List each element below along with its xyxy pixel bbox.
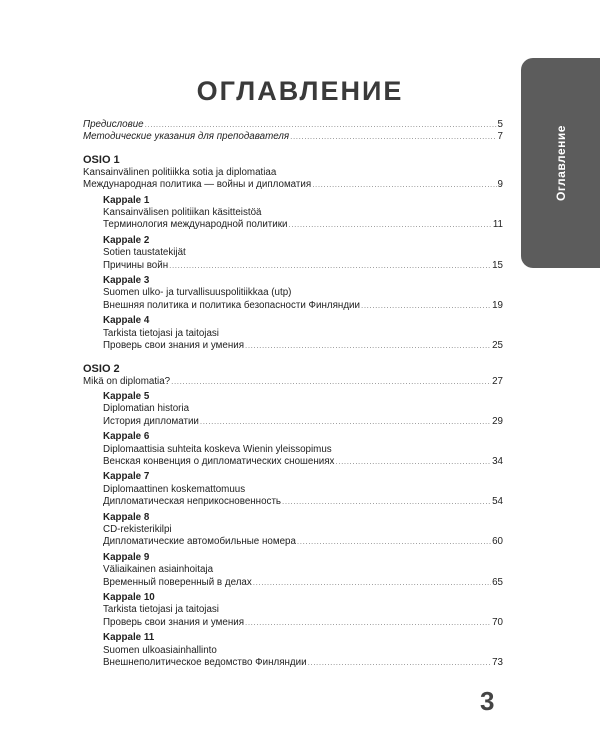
chapter-entry bbox=[83, 431, 503, 468]
dot-leader bbox=[361, 300, 491, 312]
chapter-title-fi: Diplomatian historia bbox=[103, 403, 190, 415]
chapter-entry bbox=[83, 552, 503, 589]
chapter-line[interactable] bbox=[103, 416, 503, 428]
chapter-line-text: Внешняя политика и политика безопасности Финляндии bbox=[103, 299, 360, 311]
section-entry-text: Mikä on diplomatia? bbox=[83, 375, 171, 387]
toc-sections bbox=[83, 154, 503, 670]
side-tab-label: Оглавление bbox=[553, 125, 568, 201]
dot-leader bbox=[245, 340, 491, 352]
chapter-entry bbox=[83, 275, 503, 312]
dot-leader bbox=[289, 219, 492, 231]
chapter-line-page: 25 bbox=[492, 340, 503, 352]
dot-leader bbox=[245, 617, 491, 629]
chapter-line-page: 29 bbox=[492, 415, 503, 427]
dot-leader bbox=[145, 119, 497, 131]
chapter-line-text: Причины войн bbox=[103, 259, 169, 271]
chapter-heading: Kappale 3 bbox=[103, 275, 150, 287]
chapter-heading: Kappale 11 bbox=[103, 632, 155, 644]
section-entry-page: 27 bbox=[492, 375, 503, 387]
chapter-line-page: 19 bbox=[492, 299, 503, 311]
chapter-entry bbox=[83, 512, 503, 549]
toc-section bbox=[83, 363, 503, 670]
chapter-line-text: Внешнеполитическое ведомство Финляндии bbox=[103, 657, 307, 669]
chapter-line[interactable] bbox=[103, 617, 503, 629]
toc-entry[interactable] bbox=[83, 119, 503, 131]
chapter-entry bbox=[83, 471, 503, 508]
section-heading: OSIO 2 bbox=[83, 362, 120, 375]
chapter-line-page: 65 bbox=[492, 576, 503, 588]
chapter-heading: Kappale 5 bbox=[103, 390, 150, 402]
chapter-entry bbox=[83, 632, 503, 669]
preliminary-entries bbox=[83, 119, 503, 144]
dot-leader bbox=[312, 179, 496, 191]
toc-entry-text: Методические указания для преподавателя bbox=[83, 131, 290, 143]
chapter-line[interactable] bbox=[103, 496, 503, 508]
chapter-line[interactable] bbox=[103, 536, 503, 548]
dot-leader bbox=[282, 496, 491, 508]
chapter-line-text: Венская конвенция о дипломатических сношениях bbox=[103, 455, 335, 467]
chapter-entry bbox=[83, 235, 503, 272]
chapter-line[interactable] bbox=[103, 219, 503, 231]
dot-leader bbox=[290, 131, 496, 143]
chapter-line[interactable] bbox=[103, 260, 503, 272]
dot-leader bbox=[253, 577, 491, 589]
chapter-line[interactable] bbox=[103, 340, 503, 352]
chapter-entry bbox=[83, 592, 503, 629]
dot-leader bbox=[308, 657, 492, 669]
dot-leader bbox=[297, 536, 491, 548]
chapter-line-page: 34 bbox=[492, 455, 503, 467]
toc-entry[interactable] bbox=[83, 131, 503, 143]
chapter-heading: Kappale 4 bbox=[103, 315, 150, 327]
dot-leader bbox=[200, 416, 491, 428]
dot-leader bbox=[171, 376, 491, 388]
chapter-title-fi: Diplomaattisia suhteita koskeva Wienin yleissopimus bbox=[103, 443, 332, 455]
chapter-title-fi: Suomen ulko- ja turvallisuuspolitiikkaa (utp) bbox=[103, 287, 292, 299]
dot-leader bbox=[169, 260, 491, 272]
table-of-contents bbox=[83, 119, 503, 669]
chapter-line-page: 60 bbox=[492, 536, 503, 548]
dot-leader bbox=[335, 456, 491, 468]
chapter-title-fi: Suomen ulkoasiainhallinto bbox=[103, 644, 217, 656]
chapter-title-fi: Sotien taustatekijät bbox=[103, 247, 186, 259]
chapter-line-page: 15 bbox=[492, 259, 503, 271]
chapter-line-text: История дипломатии bbox=[103, 415, 199, 427]
section-entry[interactable] bbox=[83, 179, 503, 191]
chapter-line-page: 11 bbox=[492, 219, 503, 231]
chapter-line[interactable] bbox=[103, 577, 503, 589]
chapter-heading: Kappale 6 bbox=[103, 431, 150, 443]
chapter-line[interactable] bbox=[103, 300, 503, 312]
chapter-line-text: Проверь свои знания и умения bbox=[103, 616, 245, 628]
page-title: ОГЛАВЛЕНИЕ bbox=[196, 76, 404, 106]
chapter-title-fi: Kansainvälisen politiikan käsitteistöä bbox=[103, 207, 262, 219]
page-number: 3 bbox=[480, 686, 495, 716]
section-heading: OSIO 1 bbox=[83, 153, 120, 166]
chapter-heading: Kappale 7 bbox=[103, 471, 150, 483]
chapter-title-fi: Tarkista tietojasi ja taitojasi bbox=[103, 604, 219, 616]
chapter-title-fi: Väliaikainen asiainhoitaja bbox=[103, 564, 214, 576]
toc-section bbox=[83, 154, 503, 353]
toc-entry-page: 5 bbox=[497, 119, 503, 130]
chapter-line-text: Проверь свои знания и умения bbox=[103, 340, 245, 352]
chapter-line-text: Временный поверенный в делах bbox=[103, 576, 252, 588]
chapter-line-text: Терминология международной политики bbox=[103, 219, 288, 231]
chapter-title-fi: Tarkista tietojasi ja taitojasi bbox=[103, 327, 219, 339]
side-tab bbox=[521, 58, 600, 268]
chapter-line[interactable] bbox=[103, 456, 503, 468]
chapter-entry bbox=[83, 315, 503, 352]
chapter-title-fi: CD-rekisterikilpi bbox=[103, 523, 172, 535]
chapter-entry bbox=[83, 391, 503, 428]
chapter-line-page: 73 bbox=[492, 657, 503, 669]
chapter-heading: Kappale 1 bbox=[103, 194, 150, 206]
toc-entry-page: 7 bbox=[497, 131, 503, 143]
section-entry-text: Международная политика — войны и дипломатия bbox=[83, 179, 312, 191]
chapter-line-text: Дипломатические автомобильные номера bbox=[103, 536, 296, 548]
chapter-heading: Kappale 8 bbox=[103, 511, 150, 523]
chapter-entry bbox=[83, 195, 503, 232]
toc-entry-text: Предисловие bbox=[83, 119, 144, 130]
chapter-line-text: Дипломатическая неприкосновенность bbox=[103, 496, 282, 508]
chapter-line-page: 70 bbox=[492, 616, 503, 628]
chapter-line[interactable] bbox=[103, 657, 503, 669]
section-entry-page: 9 bbox=[497, 179, 503, 191]
chapter-heading: Kappale 9 bbox=[103, 551, 150, 563]
chapter-title-fi: Diplomaattinen koskemattomuus bbox=[103, 483, 246, 495]
section-entry[interactable] bbox=[83, 376, 503, 388]
chapter-heading: Kappale 2 bbox=[103, 234, 150, 246]
section-title-fi: Kansainvälinen politiikka sotia ja diplomatiaa bbox=[83, 166, 277, 178]
chapter-line-page: 54 bbox=[492, 496, 503, 508]
chapter-heading: Kappale 10 bbox=[103, 592, 155, 603]
